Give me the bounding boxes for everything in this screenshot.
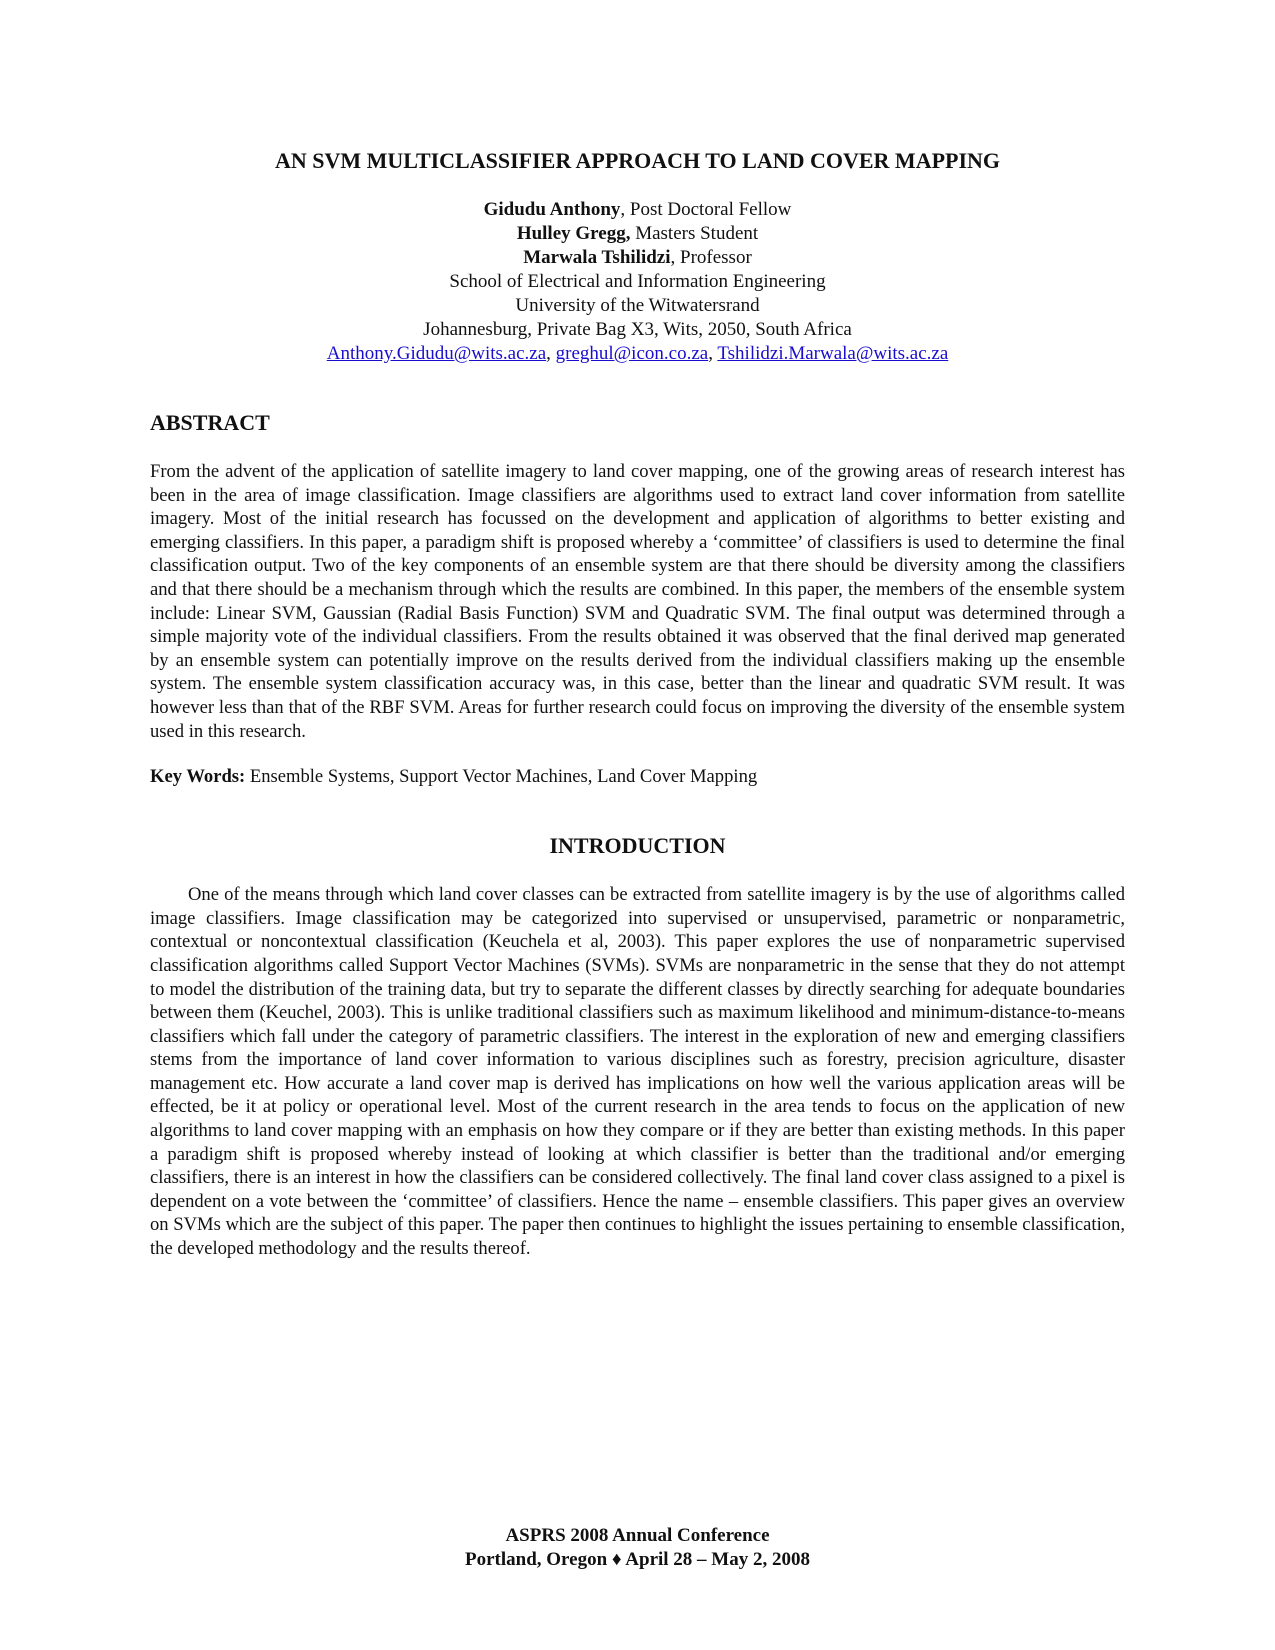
email-link-3[interactable]: Tshilidzi.Marwala@wits.ac.za (717, 343, 949, 364)
abstract-text: From the advent of the application of satellite imagery to land cover mapping, one of the growing areas of research interest has been in the area of image classification. Image classifiers are algorithms used to extract land cover information from satellite imagery. Most of the initial research has focussed on the development and application of algorithms to better existing and emerging classifiers. In this paper, a paradigm shift is proposed whereby a ‘committee’ of classifiers is used to determine the final classification output. Two of the key components of an ensemble system are that there should be diversity among the classifiers and that there should be a mechanism through which the results are combined. In this paper, the members of the ensemble system include: Linear SVM, Gaussian (Radial Basis Function) SVM and Quadratic SVM. The final output was determined through a simple majority vote of the individual classifiers. From the results obtained it was observed that the final derived map generated by an ensemble system can potentially improve on the results derived from the individual classifiers making up the ensemble system. The ensemble system classification accuracy was, in this case, better than the linear and quadratic SVM result. It was however less than that of the RBF SVM. Areas for further research could focus on improving the diversity of the ensemble system used in this research. (150, 461, 1125, 742)
affiliation-school: School of Electrical and Information Engineering (449, 271, 826, 292)
page-content (150, 148, 1125, 1261)
author-role-1: , Post Doctoral Fellow (620, 199, 792, 220)
author-line-2 (150, 222, 1125, 246)
keywords-text: Ensemble Systems, Support Vector Machines, Land Cover Mapping (245, 766, 758, 788)
keywords-label: Key Words: (150, 766, 246, 788)
author-line-1 (150, 198, 1125, 222)
author-role-3: , Professor (670, 247, 752, 268)
abstract-heading: ABSTRACT (150, 410, 270, 435)
email-list (150, 342, 1125, 366)
author-block (150, 198, 1125, 366)
footer-conference: ASPRS 2008 Annual Conference (505, 1525, 770, 1546)
author-name-3: Marwala Tshilidzi (523, 247, 671, 268)
footer-location-date: Portland, Oregon ♦ April 28 – May 2, 2008 (464, 1549, 810, 1570)
email-link-2[interactable]: greghul@icon.co.za (555, 343, 709, 364)
page-footer (150, 1524, 1125, 1572)
affiliation-address: Johannesburg, Private Bag X3, Wits, 2050, South Africa (423, 319, 852, 340)
introduction-heading: INTRODUCTION (549, 833, 726, 859)
email-link-1[interactable]: Anthony.Gidudu@wits.ac.za (326, 343, 547, 364)
author-name-2: Hulley Gregg, (516, 223, 631, 244)
paper-title: AN SVM MULTICLASSIFIER APPROACH TO LAND COVER MAPPING (274, 148, 1001, 173)
author-name-1: Gidudu Anthony (483, 199, 621, 220)
author-line-3 (150, 246, 1125, 270)
author-role-2: Masters Student (630, 223, 759, 244)
introduction-text: One of the means through which land cover classes can be extracted from satellite imagery is by the use of algorithms called image classifiers. Image classification may be categorized into supervised or unsupervised, parametric or nonparametric, contextual or noncontextual classification (Keuchela et al, 2003). This paper explores the use of nonparametric supervised classification algorithms called Support Vector Machines (SVMs). SVMs are nonparametric in the sense that they do not attempt to model the distribution of the training data, but try to separate the different classes by directly searching for adequate boundaries between them (Keuchel, 2003). This is unlike traditional classifiers such as maximum likelihood and minimum-distance-to-means classifiers which fall under the category of parametric classifiers. The interest in the exploration of new and emerging classifiers stems from the importance of land cover information to various disciplines such as forestry, precision agriculture, disaster management etc. How accurate a land cover map is derived has implications on how well the various application areas will be effected, be it at policy or operational level. Most of the current research in the area tends to focus on the application of new algorithms to land cover mapping with an emphasis on how they compare or if they are better than existing methods. In this paper a paradigm shift is proposed whereby instead of looking at which classifier is better than the traditional and/or emerging classifiers, there is an interest in how the classifiers can be considered collectively. The final land cover class assigned to a pixel is dependent on a vote between the ‘committee’ of classifiers. Hence the name – ensemble classifiers. This paper gives an overview on SVMs which are the subject of this paper. The paper then continues to highlight the issues pertaining to ensemble classification, the developed methodology and the results thereof. (150, 884, 1125, 1260)
keywords (150, 765, 1125, 789)
affiliation-university: University of the Witwatersrand (515, 295, 760, 316)
email-separator-2: , (708, 343, 718, 364)
email-separator-1: , (546, 343, 556, 364)
